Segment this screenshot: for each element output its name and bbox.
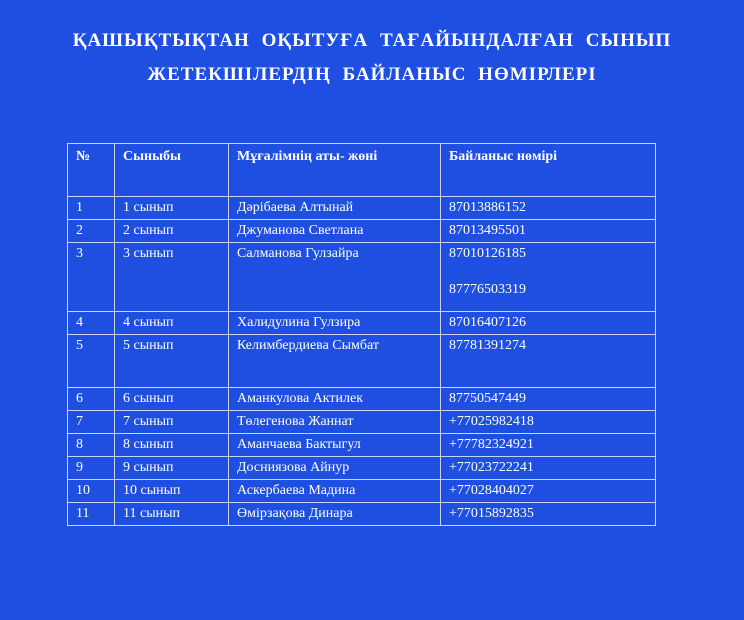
row-grade: 9 сынып: [115, 457, 229, 480]
row-teacher: Досниязова Айнур: [229, 457, 441, 480]
row-number: 2: [68, 220, 115, 243]
row-grade: 1 сынып: [115, 197, 229, 220]
row-phone: +77028404027: [441, 480, 656, 503]
row-grade: 7 сынып: [115, 411, 229, 434]
row-grade: 8 сынып: [115, 434, 229, 457]
header-phone: Байланыс нөмірі: [441, 144, 656, 197]
row-phone: +77025982418: [441, 411, 656, 434]
table-row: [68, 197, 656, 220]
row-phone: +77015892835: [441, 503, 656, 526]
row-phone-secondary: 87776503319: [449, 282, 526, 297]
row-phone: +77023722241: [441, 457, 656, 480]
contacts-table: [67, 143, 656, 526]
row-teacher: Өмірзақова Динара: [229, 503, 441, 526]
row-grade: 2 сынып: [115, 220, 229, 243]
table-row: [68, 503, 656, 526]
row-teacher: Джуманова Светлана: [229, 220, 441, 243]
row-number: 3: [68, 243, 115, 312]
row-phone-cell: [441, 243, 656, 312]
row-teacher: Аманкулова Актилек: [229, 388, 441, 411]
row-number: 10: [68, 480, 115, 503]
row-grade: 10 сынып: [115, 480, 229, 503]
row-number: 6: [68, 388, 115, 411]
row-grade: 4 сынып: [115, 312, 229, 335]
table-row: [68, 335, 656, 388]
row-teacher: Салманова Гулзайра: [229, 243, 441, 312]
row-number: 11: [68, 503, 115, 526]
row-number: 9: [68, 457, 115, 480]
row-phone: 87010126185: [449, 246, 526, 261]
table-row: [68, 243, 656, 312]
row-teacher: Аманчаева Бактыгул: [229, 434, 441, 457]
row-teacher: Дәрібаева Алтынай: [229, 197, 441, 220]
title-line-2: ЖЕТЕКШІЛЕРДІҢ БАЙЛАНЫС НӨМІРЛЕРІ: [147, 64, 597, 85]
row-phone: 87013886152: [441, 197, 656, 220]
header-teacher: Мұғалімнің аты- жөні: [229, 144, 441, 197]
row-grade: 3 сынып: [115, 243, 229, 312]
row-teacher: Төлегенова Жаннат: [229, 411, 441, 434]
table-row: [68, 480, 656, 503]
row-phone: 87013495501: [441, 220, 656, 243]
table-row: [68, 457, 656, 480]
table-row: [68, 312, 656, 335]
row-phone: 87750547449: [441, 388, 656, 411]
row-grade: 5 сынып: [115, 335, 229, 388]
row-grade: 6 сынып: [115, 388, 229, 411]
row-number: 4: [68, 312, 115, 335]
row-number: 7: [68, 411, 115, 434]
row-number: 1: [68, 197, 115, 220]
row-teacher: Аскербаева Мадина: [229, 480, 441, 503]
table-row: [68, 220, 656, 243]
title-line-1: ҚАШЫҚТЫҚТАН ОҚЫТУҒА ТАҒАЙЫНДАЛҒАН СЫНЫП: [72, 30, 672, 51]
row-phone: +77782324921: [441, 434, 656, 457]
table-row: [68, 411, 656, 434]
table-header-row: [68, 144, 656, 197]
header-grade: Сыныбы: [115, 144, 229, 197]
row-phone: 87781391274: [441, 335, 656, 388]
row-grade: 11 сынып: [115, 503, 229, 526]
row-phone: 87016407126: [441, 312, 656, 335]
table-row: [68, 434, 656, 457]
row-teacher: Халидулина Гулзира: [229, 312, 441, 335]
row-number: 5: [68, 335, 115, 388]
table-row: [68, 388, 656, 411]
page-title: [0, 24, 744, 92]
header-number: №: [68, 144, 115, 197]
row-number: 8: [68, 434, 115, 457]
row-teacher: Келимбердиева Сымбат: [229, 335, 441, 388]
